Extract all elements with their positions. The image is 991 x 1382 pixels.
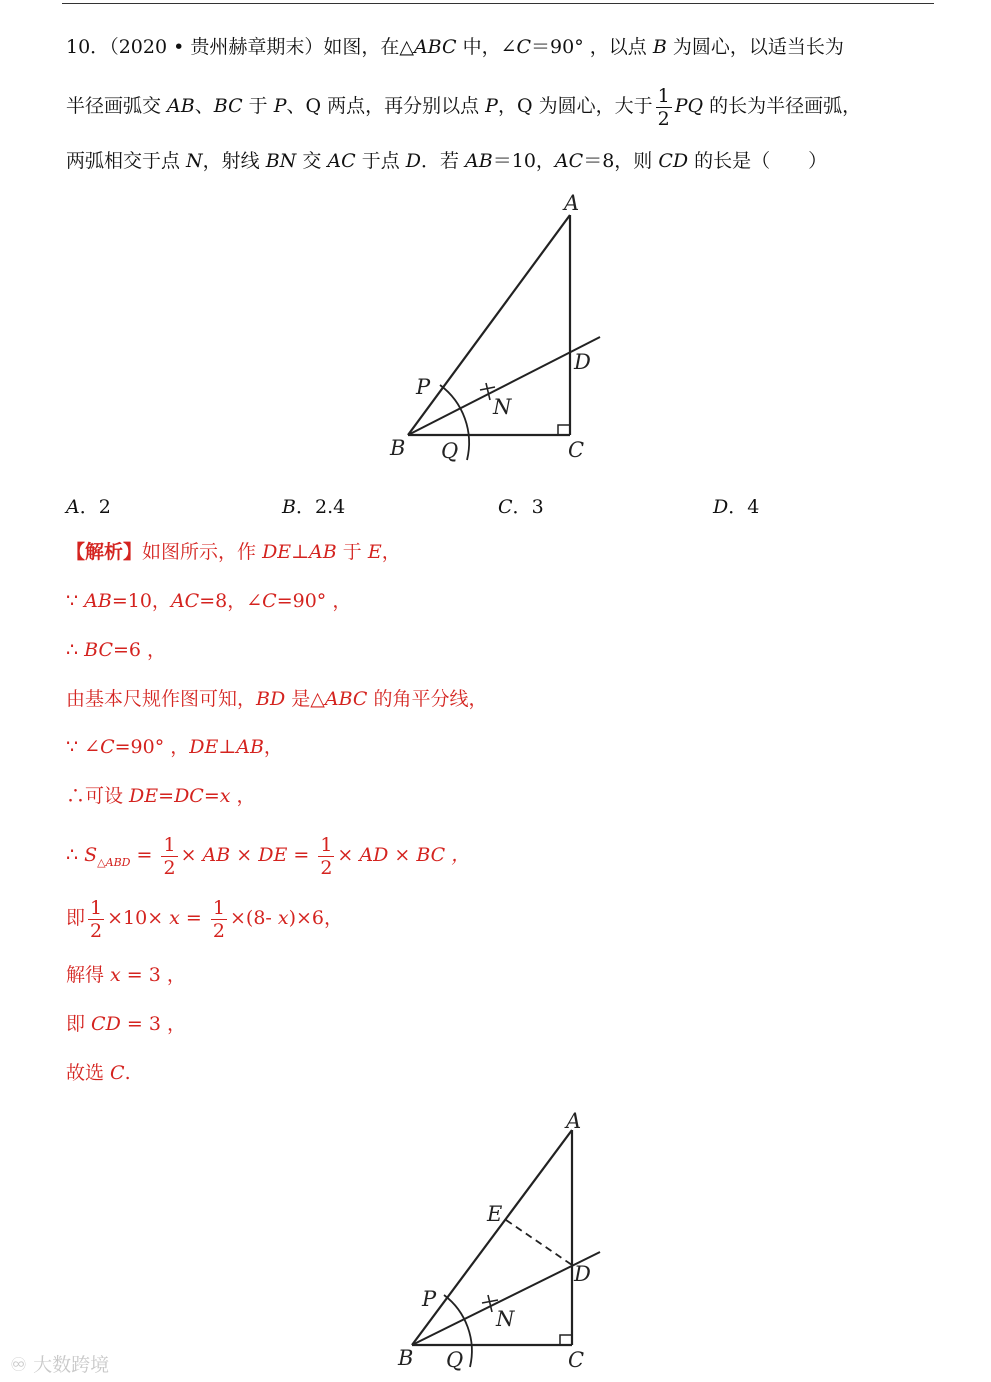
segment-de-dashed	[506, 1220, 572, 1265]
solution-line-4: 由基本尺规作图可知，BD 是△ABC 的角平分线，	[66, 688, 488, 710]
label-d: D	[574, 350, 591, 374]
label-q: Q	[441, 439, 459, 463]
question-line-2: 半径画弧交 AB、BC 于 P、Q 两点，再分别以点 P，Q 为圆心，大于 $\frac{1}{2}$ PQ 的长为半径画弧，	[66, 84, 862, 130]
top-rule	[62, 3, 934, 4]
label-b: B	[398, 1346, 414, 1370]
solution-line-11: 故选 C.	[66, 1062, 131, 1084]
watermark-logo-icon: ♾	[10, 1354, 34, 1376]
arc-n-2	[486, 383, 490, 400]
solution-line-1: 【解析】如图所示，作 DE⊥AB 于 E，	[66, 541, 401, 563]
label-d: D	[574, 1262, 591, 1286]
figure-triangle-1	[380, 185, 620, 470]
label-p: P	[422, 1287, 437, 1311]
fraction-s8-b: $\frac{1}{2}$	[212, 896, 225, 942]
label-a: A	[564, 191, 580, 215]
label-c: C	[568, 438, 585, 462]
label-q: Q	[446, 1348, 464, 1372]
fraction-s7-b: $\frac{1}{2}$	[320, 833, 333, 879]
option-d: D．4	[713, 496, 760, 518]
fraction-s7-a: $\frac{1}{2}$	[163, 833, 176, 879]
right-angle-mark	[560, 1335, 572, 1345]
label-n: N	[493, 395, 512, 419]
solution-line-2: ∵ AB=10，AC=8，∠C=90° ，	[66, 590, 352, 612]
label-e: E	[487, 1202, 503, 1226]
fraction-s8-a: $\frac{1}{2}$	[90, 896, 103, 942]
solution-line-9: 解得 x = 3 ，	[66, 964, 186, 986]
segment-ab	[412, 1130, 572, 1345]
solution-line-3: ∴ BC=6 ，	[66, 639, 167, 661]
ray-bn	[408, 337, 600, 435]
option-c: C．3	[498, 496, 544, 518]
solution-line-6: ∴可设 DE=DC=x ，	[66, 785, 256, 807]
label-a: A	[566, 1109, 582, 1133]
solution-line-7: ∴ $S_{\triangle ABD}$ = $\frac{1}{2}$ × AB × DE = $\frac{1}{2}$ × AD × BC ，	[66, 833, 471, 879]
solution-line-10: 即 CD = 3 ，	[66, 1013, 186, 1035]
solution-line-5: ∵ ∠C=90° ，DE⊥AB，	[66, 736, 283, 758]
option-a: A．2	[66, 496, 111, 518]
question-line-3: 两弧相交于点 N，射线 BN 交 AC 于点 D．若 AB＝10，AC＝8，则 CD 的长是（ ）	[66, 150, 828, 172]
label-b: B	[390, 436, 406, 460]
label-n: N	[496, 1307, 515, 1331]
option-b: B．2.4	[282, 496, 346, 518]
right-angle-mark	[558, 425, 570, 435]
segment-ab	[408, 215, 570, 435]
figure-triangle-2	[390, 1105, 630, 1382]
fraction-half: $\frac{1}{2}$	[657, 84, 670, 130]
label-c: C	[568, 1348, 585, 1372]
label-p: P	[416, 375, 431, 399]
question-line-1: 10．（2020 • 贵州赫章期末）如图，在△ABC 中，∠C＝90° ，以点 B 为圆心，以适当长为	[66, 36, 844, 58]
watermark: ♾ 大数跨境	[10, 1354, 110, 1376]
arc-n-2	[488, 1295, 492, 1312]
solution-line-8: 即 $\frac{1}{2}$ ×10× x = $\frac{1}{2}$ ×(8- x)×6，	[66, 896, 344, 942]
